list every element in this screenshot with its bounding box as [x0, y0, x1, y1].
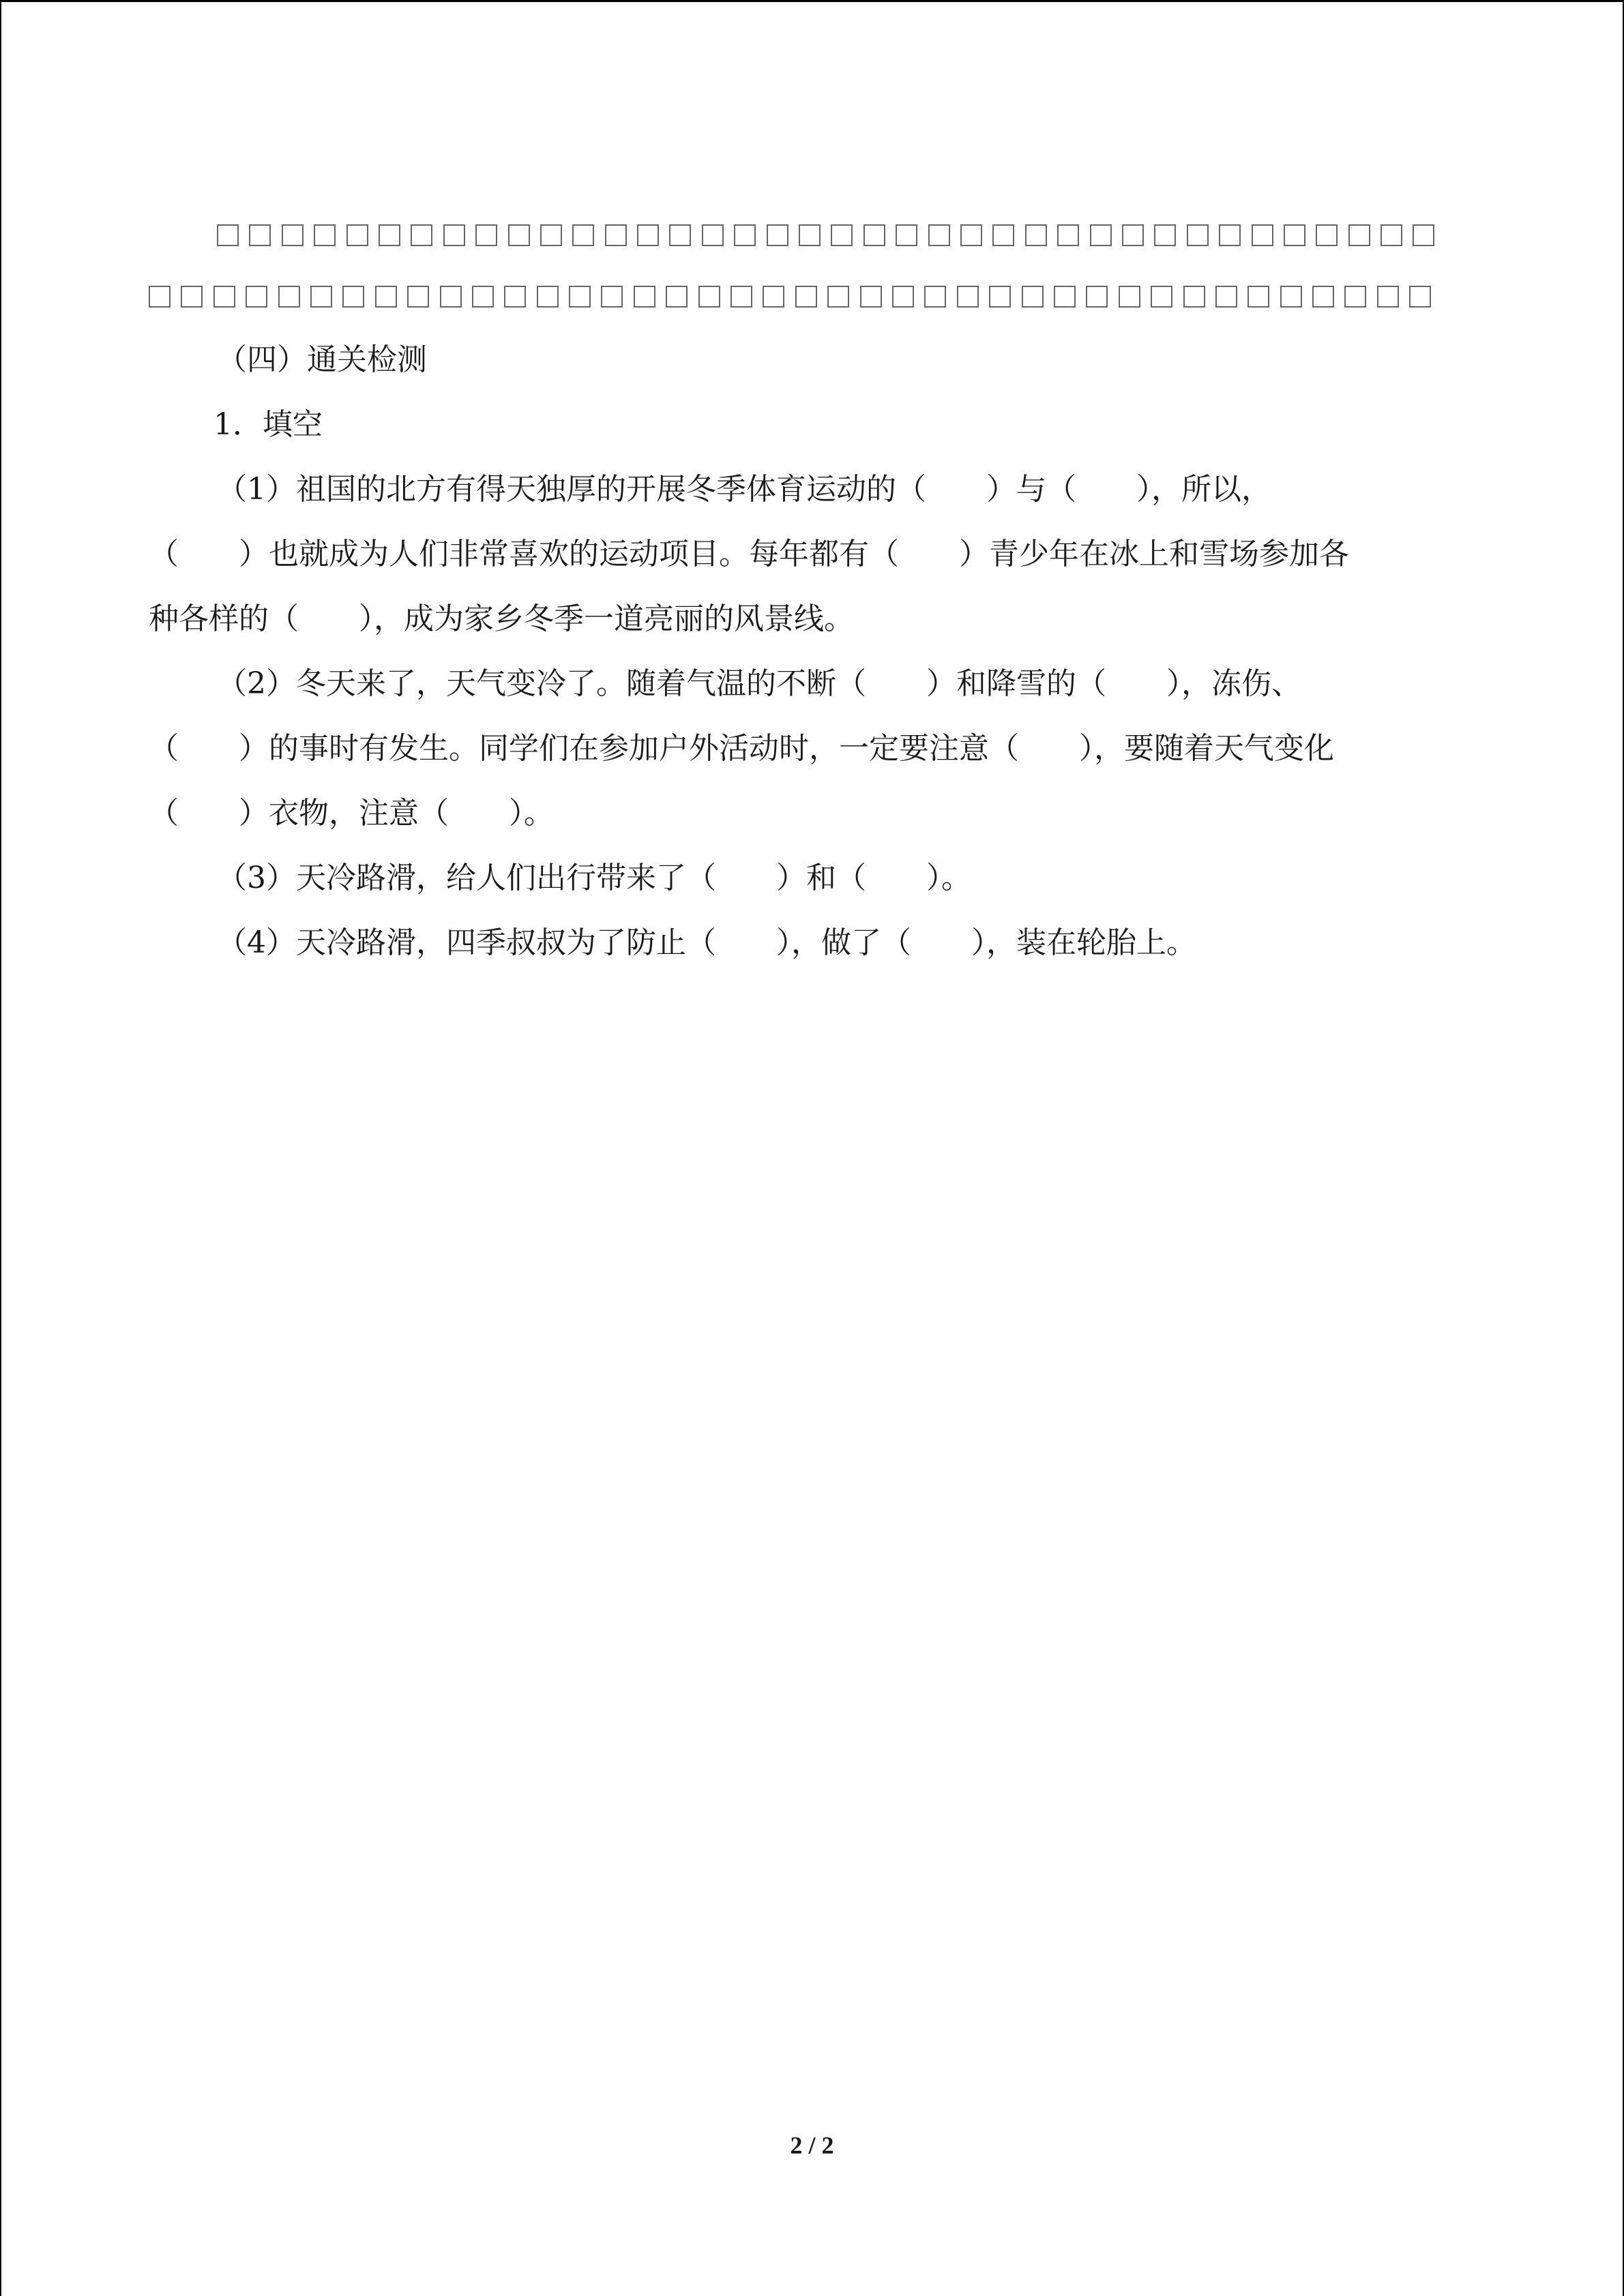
placeholder-box [1409, 286, 1431, 308]
question-2-line-2: （ ）的事时有发生。同学们在参加户外活动时，一定要注意（ ），要随着天气变化 [149, 731, 1334, 766]
placeholder-box [443, 224, 465, 246]
placeholder-box [924, 286, 946, 308]
placeholder-box [1122, 224, 1144, 246]
question-1-line-2: （ ）也就成为人们非常喜欢的运动项目。每年都有（ ）青少年在冰上和雪场参加各 [149, 537, 1349, 571]
placeholder-box [928, 224, 950, 246]
placeholder-box [411, 224, 432, 246]
placeholder-box [1377, 286, 1399, 308]
placeholder-box [1280, 286, 1302, 308]
placeholder-box [1090, 224, 1112, 246]
placeholder-box [702, 224, 724, 246]
document-body [149, 205, 1458, 975]
page-number: 2 / 2 [790, 2132, 834, 2159]
placeholder-box [379, 224, 400, 246]
placeholder-box [278, 286, 300, 308]
placeholder-box [989, 286, 1011, 308]
placeholder-box [1086, 286, 1108, 308]
placeholder-box [1344, 286, 1366, 308]
placeholder-box [504, 286, 526, 308]
placeholder-box [634, 286, 655, 308]
placeholder-box [763, 286, 784, 308]
page-border-top [0, 0, 1624, 2]
placeholder-box [1154, 224, 1176, 246]
placeholder-box [730, 286, 752, 308]
placeholder-box [666, 286, 688, 308]
placeholder-box [213, 286, 235, 308]
placeholder-box [960, 224, 982, 246]
placeholder-box-row-1 [149, 205, 1458, 266]
placeholder-box [407, 286, 429, 308]
question-1-line-3: 种各样的（ ），成为家乡冬季一道亮丽的风景线。 [149, 601, 854, 636]
placeholder-box [181, 286, 203, 308]
placeholder-box [1348, 224, 1370, 246]
question-1-line-1: （1）祖国的北方有得天独厚的开展冬季体育运动的（ ）与（ ），所以， [217, 472, 1271, 507]
placeholder-box [1312, 286, 1334, 308]
placeholder-box [799, 224, 821, 246]
placeholder-box [734, 224, 756, 246]
placeholder-box [342, 286, 364, 308]
placeholder-box [605, 224, 627, 246]
placeholder-box [957, 286, 979, 308]
placeholder-box [1381, 224, 1402, 246]
question-3-line-1: （3）天冷路滑，给人们出行带来了（ ）和（ ）。 [217, 861, 971, 895]
question-2-line-1: （2）冬天来了，天气变冷了。随着气温的不断（ ）和降雪的（ ），冻伤、 [217, 666, 1301, 701]
placeholder-box [1247, 286, 1269, 308]
placeholder-box [1187, 224, 1209, 246]
placeholder-box [1054, 286, 1076, 308]
placeholder-box [698, 286, 720, 308]
placeholder-box [310, 286, 332, 308]
placeholder-box [472, 286, 494, 308]
placeholder-box [1057, 224, 1079, 246]
placeholder-box [246, 286, 267, 308]
placeholder-box [1215, 286, 1237, 308]
placeholder-box [1284, 224, 1305, 246]
placeholder-box [1119, 286, 1140, 308]
placeholder-box [795, 286, 817, 308]
placeholder-box [440, 286, 462, 308]
placeholder-box [569, 286, 591, 308]
placeholder-box [537, 286, 559, 308]
placeholder-box [896, 224, 917, 246]
placeholder-box [149, 286, 171, 308]
placeholder-box [508, 224, 530, 246]
placeholder-box [249, 224, 271, 246]
placeholder-box [375, 286, 397, 308]
placeholder-box [475, 224, 497, 246]
placeholder-box [1022, 286, 1044, 308]
placeholder-box [282, 224, 304, 246]
placeholder-box [860, 286, 882, 308]
placeholder-box [314, 224, 336, 246]
placeholder-box [767, 224, 788, 246]
question-4-line-1: （4）天冷路滑，四季叔叔为了防止（ ），做了（ ），装在轮胎上。 [217, 925, 1196, 960]
placeholder-box [892, 286, 914, 308]
subheading: 1．填空 [213, 407, 323, 442]
placeholder-box [637, 224, 659, 246]
question-2-line-3: （ ）衣物，注意（ ）。 [149, 796, 554, 831]
placeholder-box [1413, 224, 1434, 246]
placeholder-box [669, 224, 691, 246]
placeholder-box [1183, 286, 1205, 308]
placeholder-box [1316, 224, 1338, 246]
placeholder-box [572, 224, 594, 246]
placeholder-box [1252, 224, 1273, 246]
placeholder-box [827, 286, 849, 308]
placeholder-box [346, 224, 368, 246]
placeholder-box [1151, 286, 1172, 308]
placeholder-box [831, 224, 853, 246]
placeholder-box [540, 224, 562, 246]
placeholder-box [1219, 224, 1241, 246]
placeholder-box [601, 286, 623, 308]
placeholder-box [992, 224, 1014, 246]
section-heading: （四）通关检测 [217, 342, 427, 377]
placeholder-box [217, 224, 239, 246]
placeholder-box [863, 224, 885, 246]
placeholder-box [1025, 224, 1047, 246]
placeholder-box-row-2 [149, 266, 1458, 327]
page-border-left [0, 0, 1, 2296]
